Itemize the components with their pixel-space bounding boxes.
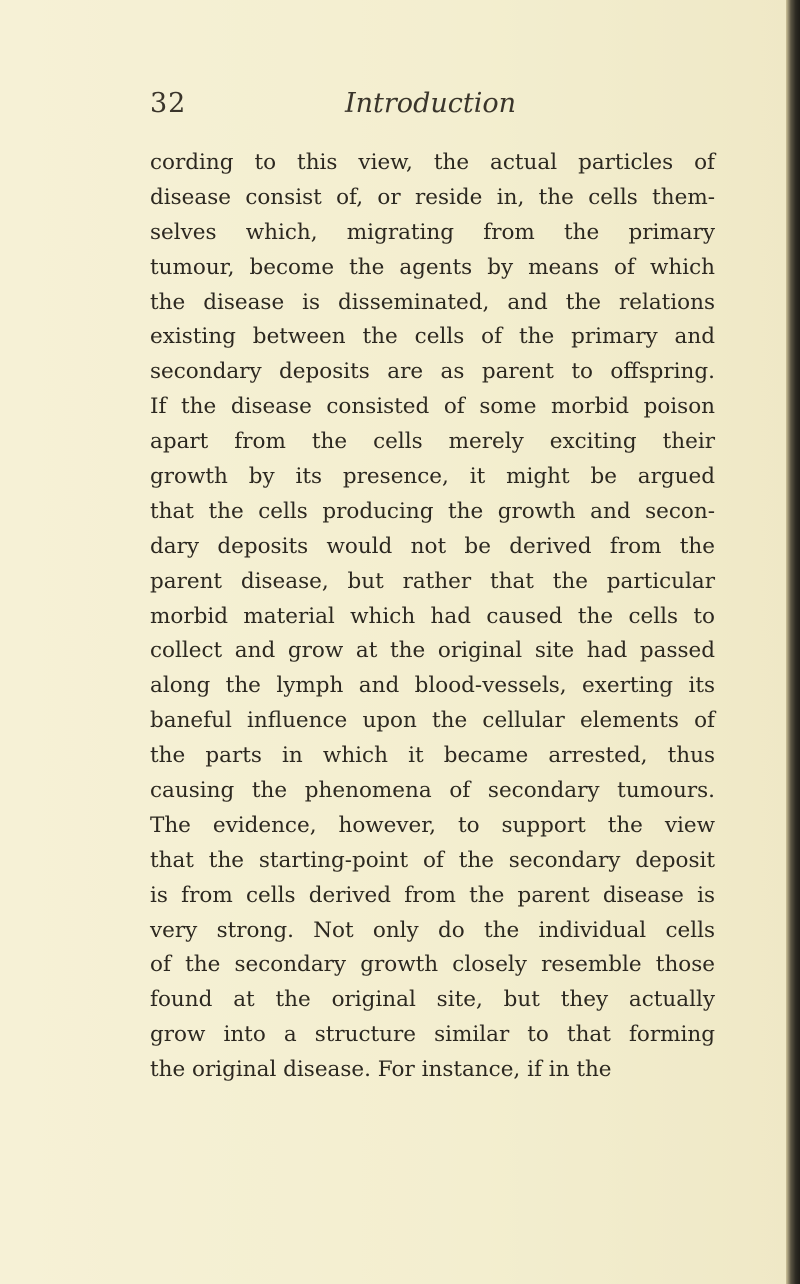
text-line: apart from the cells merely exciting their — [150, 429, 715, 455]
text-line: growth by its presence, it might be argued — [150, 464, 715, 490]
page-header — [150, 88, 710, 128]
text-line: causing the phenomena of secondary tumours. — [150, 778, 715, 804]
text-line: the disease is disseminated, and the relations — [150, 289, 715, 315]
text-line: secondary deposits are as parent to offspring. — [150, 359, 715, 385]
text-line: the parts in which it became arrested, thus — [150, 743, 715, 769]
page-binding-edge — [786, 0, 800, 1284]
text-line: disease consist of, or reside in, the cells them- — [150, 184, 715, 210]
text-line: baneful influence upon the cellular elements of — [150, 708, 715, 734]
text-line: grow into a structure similar to that forming — [150, 1022, 715, 1048]
text-line: existing between the cells of the primary and — [150, 324, 715, 350]
page-number: 32 — [150, 88, 187, 119]
text-line: the original disease. For instance, if in the — [150, 1057, 612, 1083]
text-line: dary deposits would not be derived from the — [150, 533, 715, 559]
text-line: The evidence, however, to support the view — [150, 812, 715, 838]
text-line: that the cells producing the growth and secon- — [150, 498, 715, 524]
text-line: along the lymph and blood-vessels, exerting its — [150, 673, 715, 699]
text-line: If the disease consisted of some morbid poison — [150, 394, 715, 420]
body-text — [150, 146, 715, 1088]
text-line: selves which, migrating from the primary — [150, 219, 715, 245]
text-line: found at the original site, but they actually — [150, 987, 715, 1013]
text-line: is from cells derived from the parent disease is — [150, 882, 715, 908]
text-line: very strong. Not only do the individual cells — [150, 917, 715, 943]
text-line: parent disease, but rather that the particular — [150, 568, 715, 594]
text-line: of the secondary growth closely resemble those — [150, 952, 715, 978]
text-line: collect and grow at the original site had passed — [150, 638, 715, 664]
text-line: tumour, become the agents by means of which — [150, 254, 715, 280]
text-line: cording to this view, the actual particles of — [150, 150, 715, 175]
running-title: Introduction — [345, 88, 516, 119]
text-line: morbid material which had caused the cells to — [150, 603, 715, 629]
text-line: that the starting-point of the secondary deposit — [150, 847, 715, 873]
